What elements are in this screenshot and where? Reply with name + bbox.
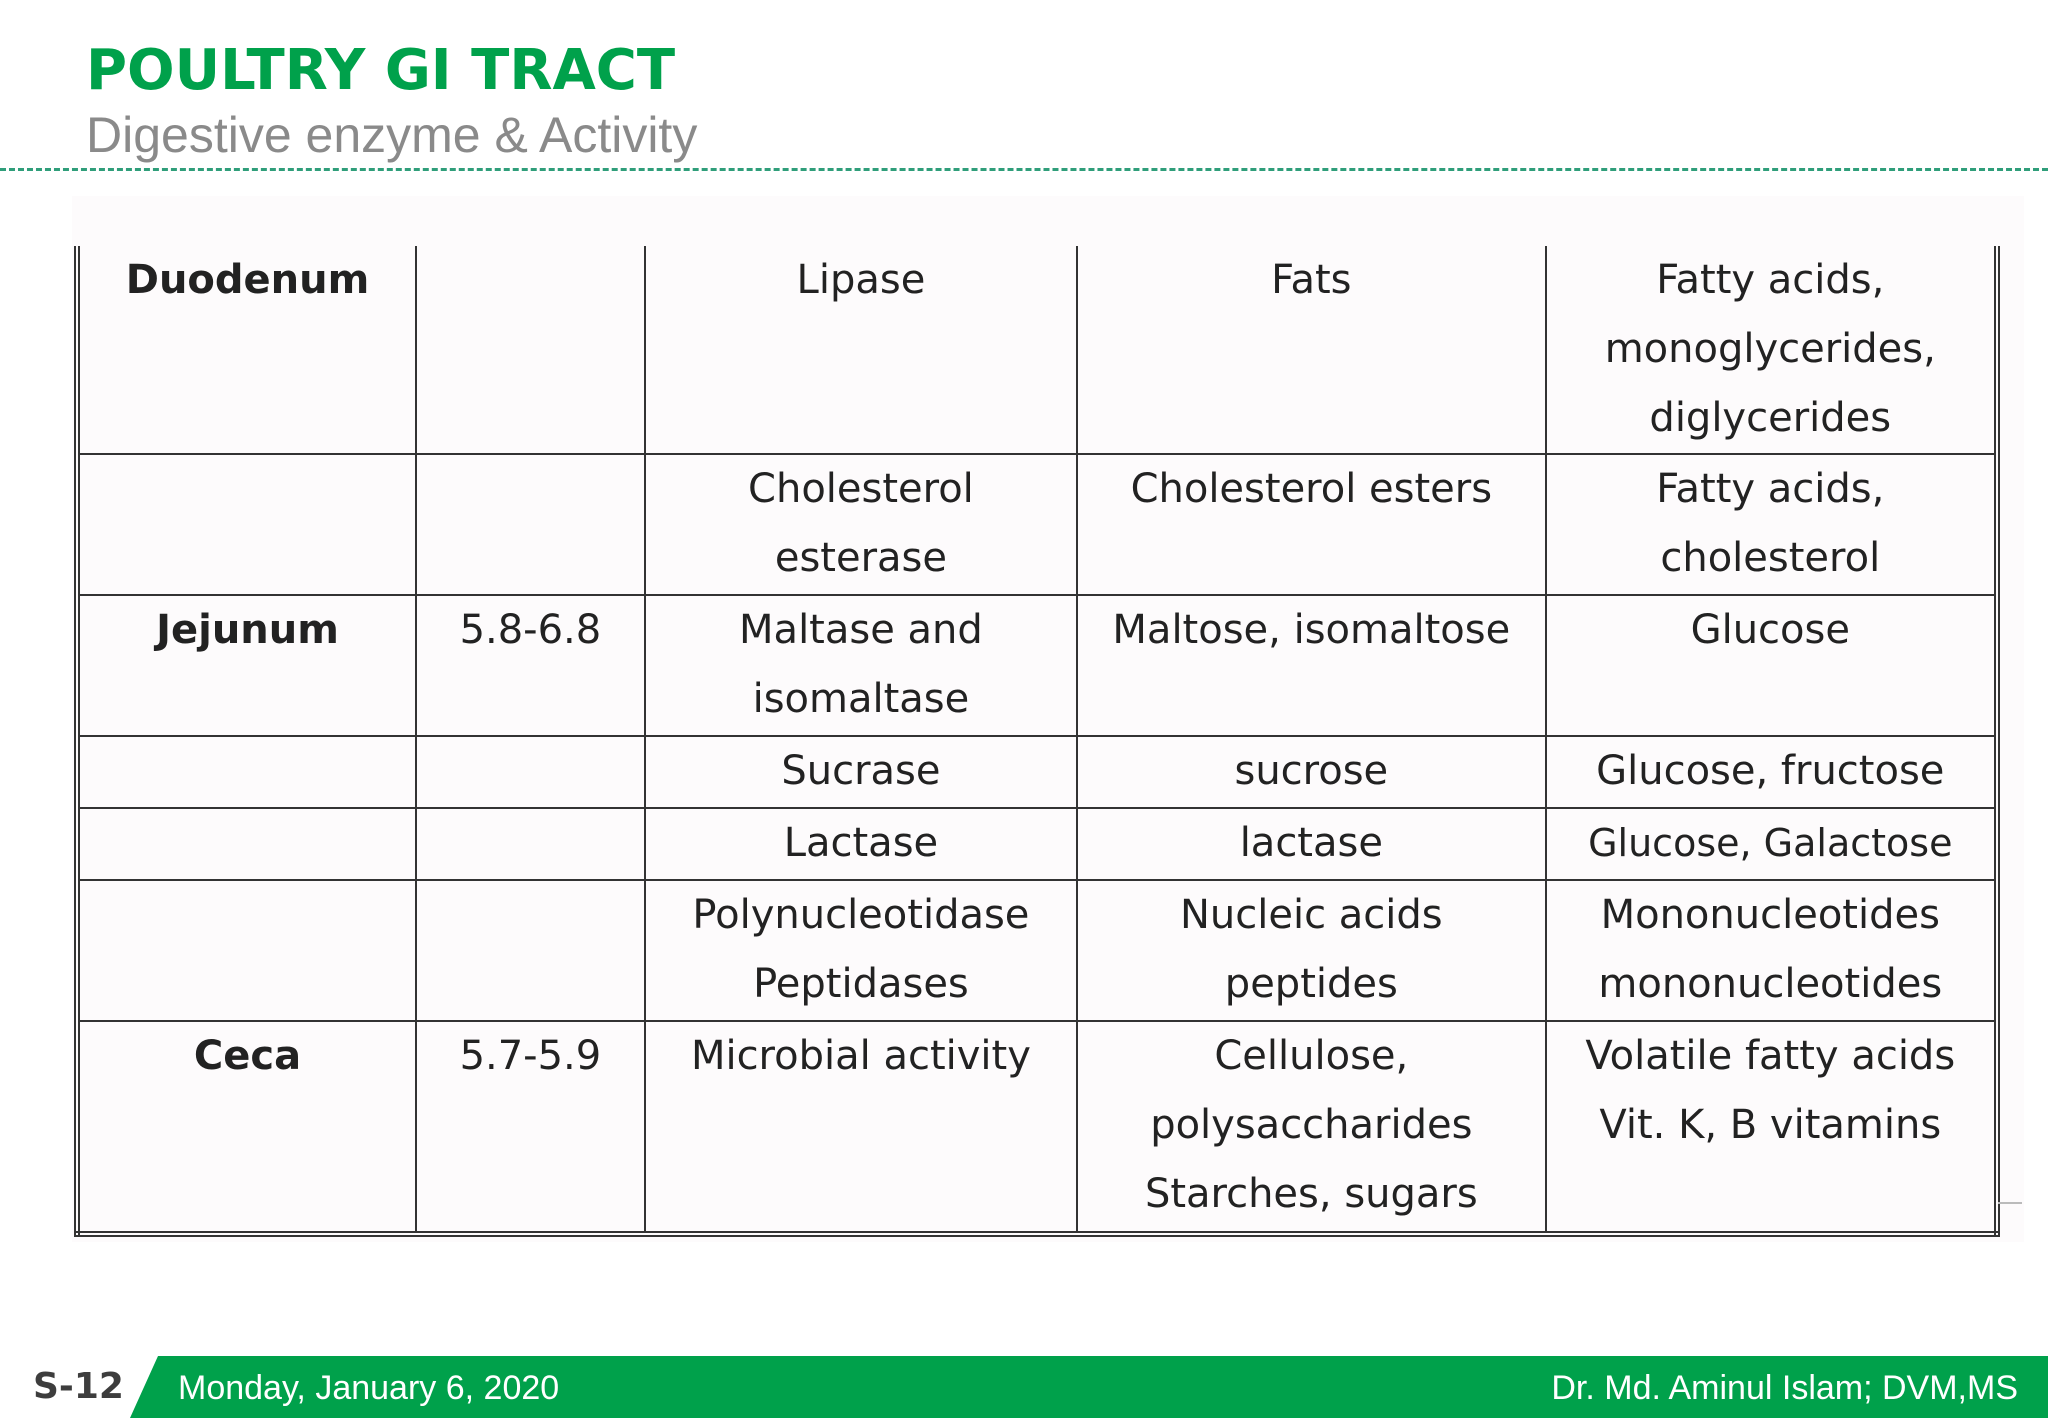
table-cell-enzyme: Polynucleotidase Peptidases — [645, 880, 1077, 1021]
table-row — [77, 246, 1997, 454]
table-cell-ph — [416, 454, 645, 595]
table-cell-product: Glucose — [1546, 595, 1997, 736]
table-cell-section — [77, 736, 416, 808]
table-cell-product: Fatty acids, monoglycerides, diglycerides — [1546, 246, 1997, 454]
table-row — [77, 454, 1997, 595]
table-cell-enzyme: Lactase — [645, 808, 1077, 880]
table-row — [77, 736, 1997, 808]
table-cell-section: Ceca — [77, 1021, 416, 1234]
enzyme-table — [74, 246, 2000, 1237]
table-cell-ph — [416, 246, 645, 454]
table-cell-ph: 5.8-6.8 — [416, 595, 645, 736]
table-cell-ph — [416, 880, 645, 1021]
table-cell-substrate: Cholesterol esters — [1077, 454, 1545, 595]
table-cell-ph — [416, 736, 645, 808]
slide-number: S-12 — [33, 1366, 124, 1407]
table-cell-enzyme: Maltase and isomaltase — [645, 595, 1077, 736]
footer-date: Monday, January 6, 2020 — [178, 1369, 560, 1407]
footer-bar — [0, 1356, 2048, 1418]
table-cell-substrate: Maltose, isomaltose — [1077, 595, 1545, 736]
table-row — [77, 595, 1997, 736]
table-cell-substrate: Fats — [1077, 246, 1545, 454]
table-cell-product: Volatile fatty acids Vit. K, B vitamins — [1546, 1021, 1997, 1234]
table-cell-section — [77, 880, 416, 1021]
table-row — [77, 1021, 1997, 1234]
table-cell-product: Mononucleotides mononucleotides — [1546, 880, 1997, 1021]
table-cell-enzyme: Sucrase — [645, 736, 1077, 808]
table-cell-section — [77, 808, 416, 880]
table-cell-ph: 5.7-5.9 — [416, 1021, 645, 1234]
table-row — [77, 880, 1997, 1021]
slide-title: POULTRY GI TRACT — [86, 38, 676, 103]
table-cell-section: Jejunum — [77, 595, 416, 736]
table-cell-section — [77, 454, 416, 595]
table-cell-substrate: lactase — [1077, 808, 1545, 880]
table-cell-enzyme: Microbial activity — [645, 1021, 1077, 1234]
table-cell-substrate: sucrose — [1077, 736, 1545, 808]
table-image — [72, 196, 2024, 1242]
table-row — [77, 808, 1997, 880]
table-cell-enzyme: Lipase — [645, 246, 1077, 454]
footer-author: Dr. Md. Aminul Islam; DVM,MS — [1551, 1369, 2018, 1407]
table-cell-product: Fatty acids, cholesterol — [1546, 454, 1997, 595]
table-cell-substrate: Nucleic acids peptides — [1077, 880, 1545, 1021]
table-cell-section: Duodenum — [77, 246, 416, 454]
table-cell-product: Glucose, fructose — [1546, 736, 1997, 808]
title-divider — [0, 168, 2048, 171]
table-cell-product: Glucose, Galactose — [1546, 808, 1997, 880]
slide-subtitle: Digestive enzyme & Activity — [86, 107, 698, 163]
table-cell-ph — [416, 808, 645, 880]
table-cell-substrate: Cellulose, polysaccharides Starches, sugars — [1077, 1021, 1545, 1234]
corner-mark — [1998, 1202, 2022, 1204]
table-cell-enzyme: Cholesterol esterase — [645, 454, 1077, 595]
